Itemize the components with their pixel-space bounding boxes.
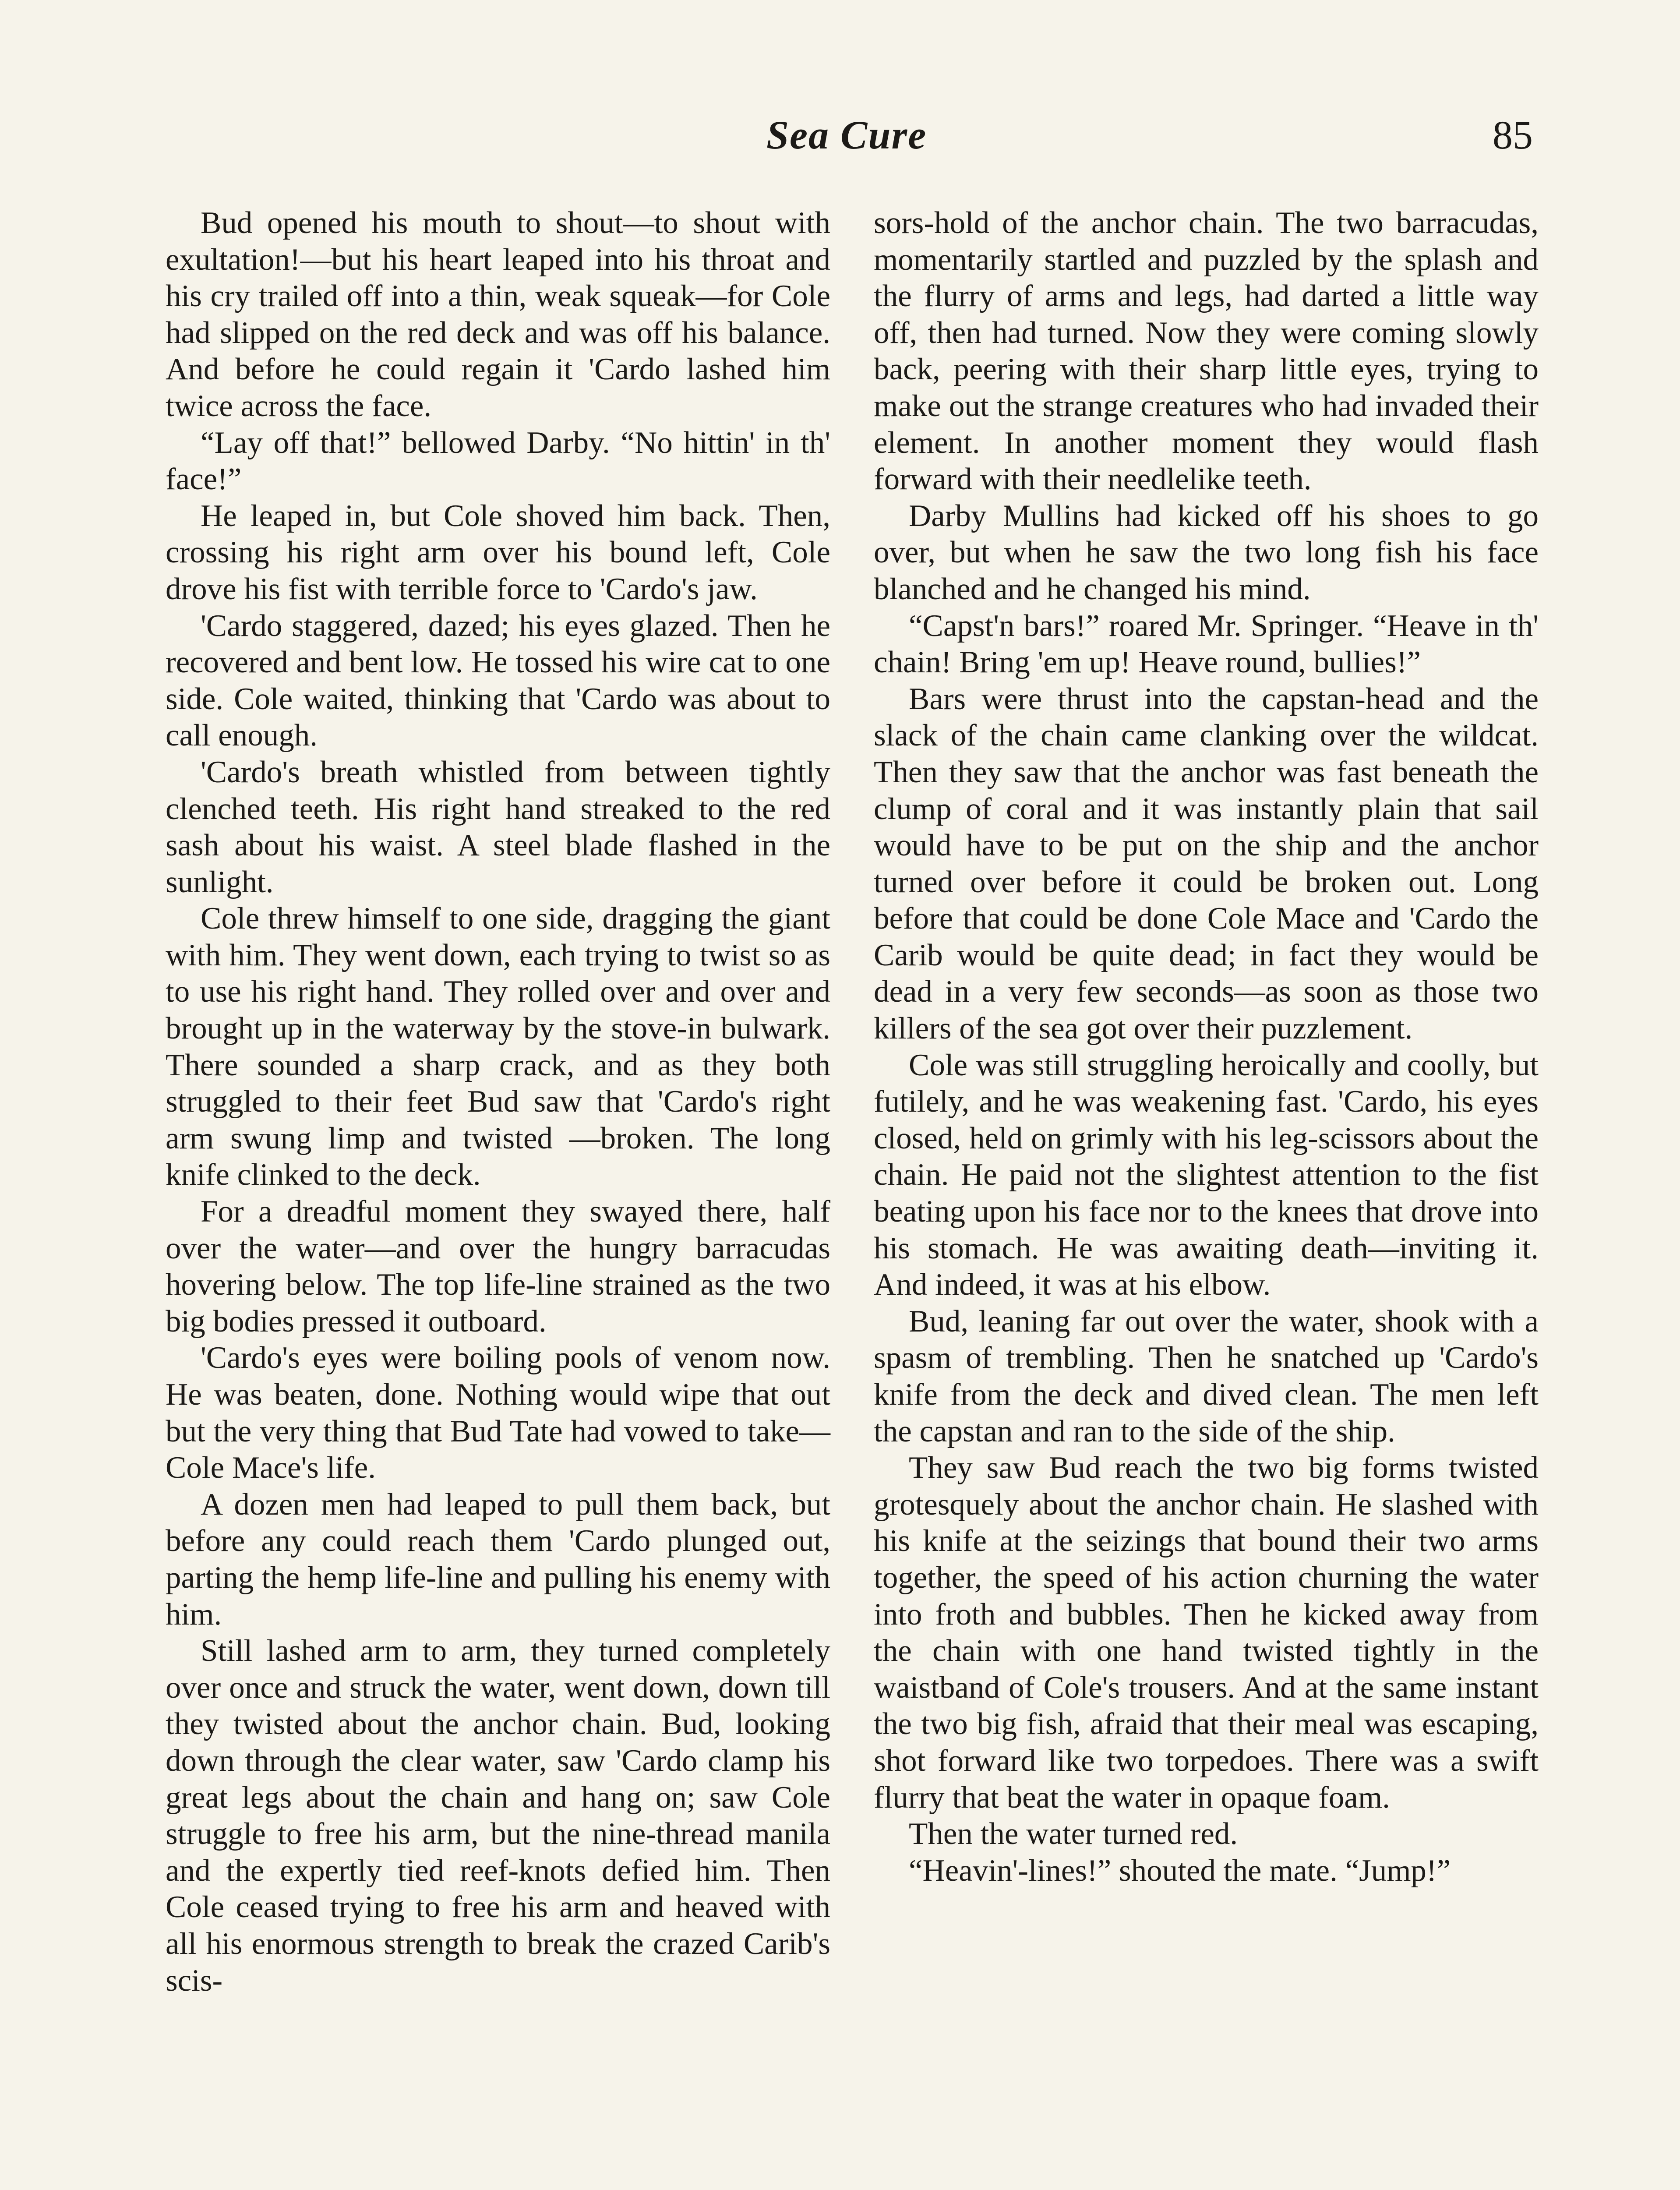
paragraph: “Heavin'-lines!” shouted the mate. “Jump!” [909,1853,1451,1888]
paragraph: “Lay off that!” bellowed Darby. “No hittin' in th' face!” [166,425,830,497]
running-title: Sea Cure [766,113,927,157]
paragraph: Cole threw himself to one side, dragging the giant with him. They went down, each trying to twist so as to use his right hand. They rolled over and over and brought up in the waterway by the stove-in bulwark. There sounded a sharp crack, and as they both struggled to their feet Bud saw that 'Cardo's right arm swung limp and twisted —broken. The long knife clinked to the deck. [166,901,830,1192]
paragraph: 'Cardo staggered, dazed; his eyes glazed. Then he recovered and bent low. He tossed his wire cat to one side. Cole waited, thinking that 'Cardo was about to call enough. [166,608,830,753]
page-number: 85 [1493,113,1533,157]
paragraph: “Capst'n bars!” roared Mr. Springer. “Heave in th' chain! Bring 'em up! Heave round, bullies!” [874,608,1539,680]
paragraph: 'Cardo's breath whistled from between tightly clenched teeth. His right hand streaked to the red sash about his waist. A steel blade flashed in the sunlight. [166,755,830,899]
paragraph: Bars were thrust into the capstan-head and the slack of the chain came clanking over the wildcat. Then they saw that the anchor was fast beneath the clump of coral and it was instantly plain that sail would have to be put on the ship and the anchor turned over before it could be broken out. Long before that could be done Cole Mace and 'Cardo the Carib would be quite dead; in fact they would be dead in a very few seconds—as soon as those two killers of the sea got over their puzzlement. [874,682,1539,1046]
paragraph: For a dreadful moment they swayed there, half over the water—and over the hungry barracudas hovering below. The top life-line strained as the two big bodies pressed it outboard. [166,1194,830,1339]
paragraph: 'Cardo's eyes were boiling pools of venom now. He was beaten, done. Nothing would wipe that out but the very thing that Bud Tate had vowed to take—Cole Mace's life. [166,1341,830,1485]
paragraph: Bud, leaning far out over the water, shook with a spasm of trembling. Then he snatched up 'Cardo's knife from the deck and dived clean. The men left the capstan and ran to the side of the ship. [874,1304,1539,1448]
paragraph: Cole was still struggling heroically and coolly, but futilely, and he was weakening fast. 'Cardo, his eyes closed, held on grimly with his leg-scissors about the chain. He paid not the slightest attention to the fist beating upon his face nor to the knees that drove into his stomach. He was awaiting death—inviting it. And indeed, it was at his elbow. [874,1048,1539,1302]
left-column [166,205,830,1999]
paragraph: He leaped in, but Cole shoved him back. Then, crossing his right arm over his bound left, Cole drove his fist with terrible force to 'Cardo's jaw. [166,498,830,606]
paragraph: They saw Bud reach the two big forms twisted grotesquely about the anchor chain. He slashed with his knife at the seizings that bound their two arms together, the speed of his action churning the water into froth and bubbles. Then he kicked away from the chain with one hand twisted tightly in the waistband of Cole's trousers. And at the same instant the two big fish, afraid that their meal was escaping, shot forward like two torpedoes. There was a swift flurry that beat the water in opaque foam. [874,1451,1539,1815]
paragraph: Still lashed arm to arm, they turned completely over once and struck the water, went down, down till they twisted about the anchor chain. Bud, looking down through the clear water, saw 'Cardo clamp his great legs about the chain and hang on; saw Cole struggle to free his arm, but the nine-thread manila and the expertly tied reef-knots defied him. Then Cole ceased trying to free his arm and heaved with all his enormous strength to break the crazed Carib's scis- [166,1634,830,1998]
paragraph-continuation: sors-hold of the anchor chain. The two barracudas, momentarily startled and puzzled by the splash and the flurry of arms and legs, had darted a little way off, then had turned. Now they were coming slowly back, peering with their sharp little eyes, trying to make out the strange creatures who had invaded their element. In another moment they would flash forward with their needlelike teeth. [874,206,1539,497]
page-header [745,112,1533,169]
paragraph: Then the water turned red. [909,1817,1238,1851]
paragraph: A dozen men had leaped to pull them back, but before any could reach them 'Cardo plunged out, parting the hemp life-line and pulling his enemy with him. [166,1487,830,1632]
paragraph: Bud opened his mouth to shout—to shout with exultation!—but his heart leaped into his throat and his cry trailed off into a thin, weak squeak—for Cole had slipped on the red deck and was off his balance. And before he could regain it 'Cardo lashed him twice across the face. [166,206,830,423]
right-column [874,205,1539,1889]
paragraph: Darby Mullins had kicked off his shoes to go over, but when he saw the two long fish his face blanched and he changed his mind. [874,498,1539,606]
